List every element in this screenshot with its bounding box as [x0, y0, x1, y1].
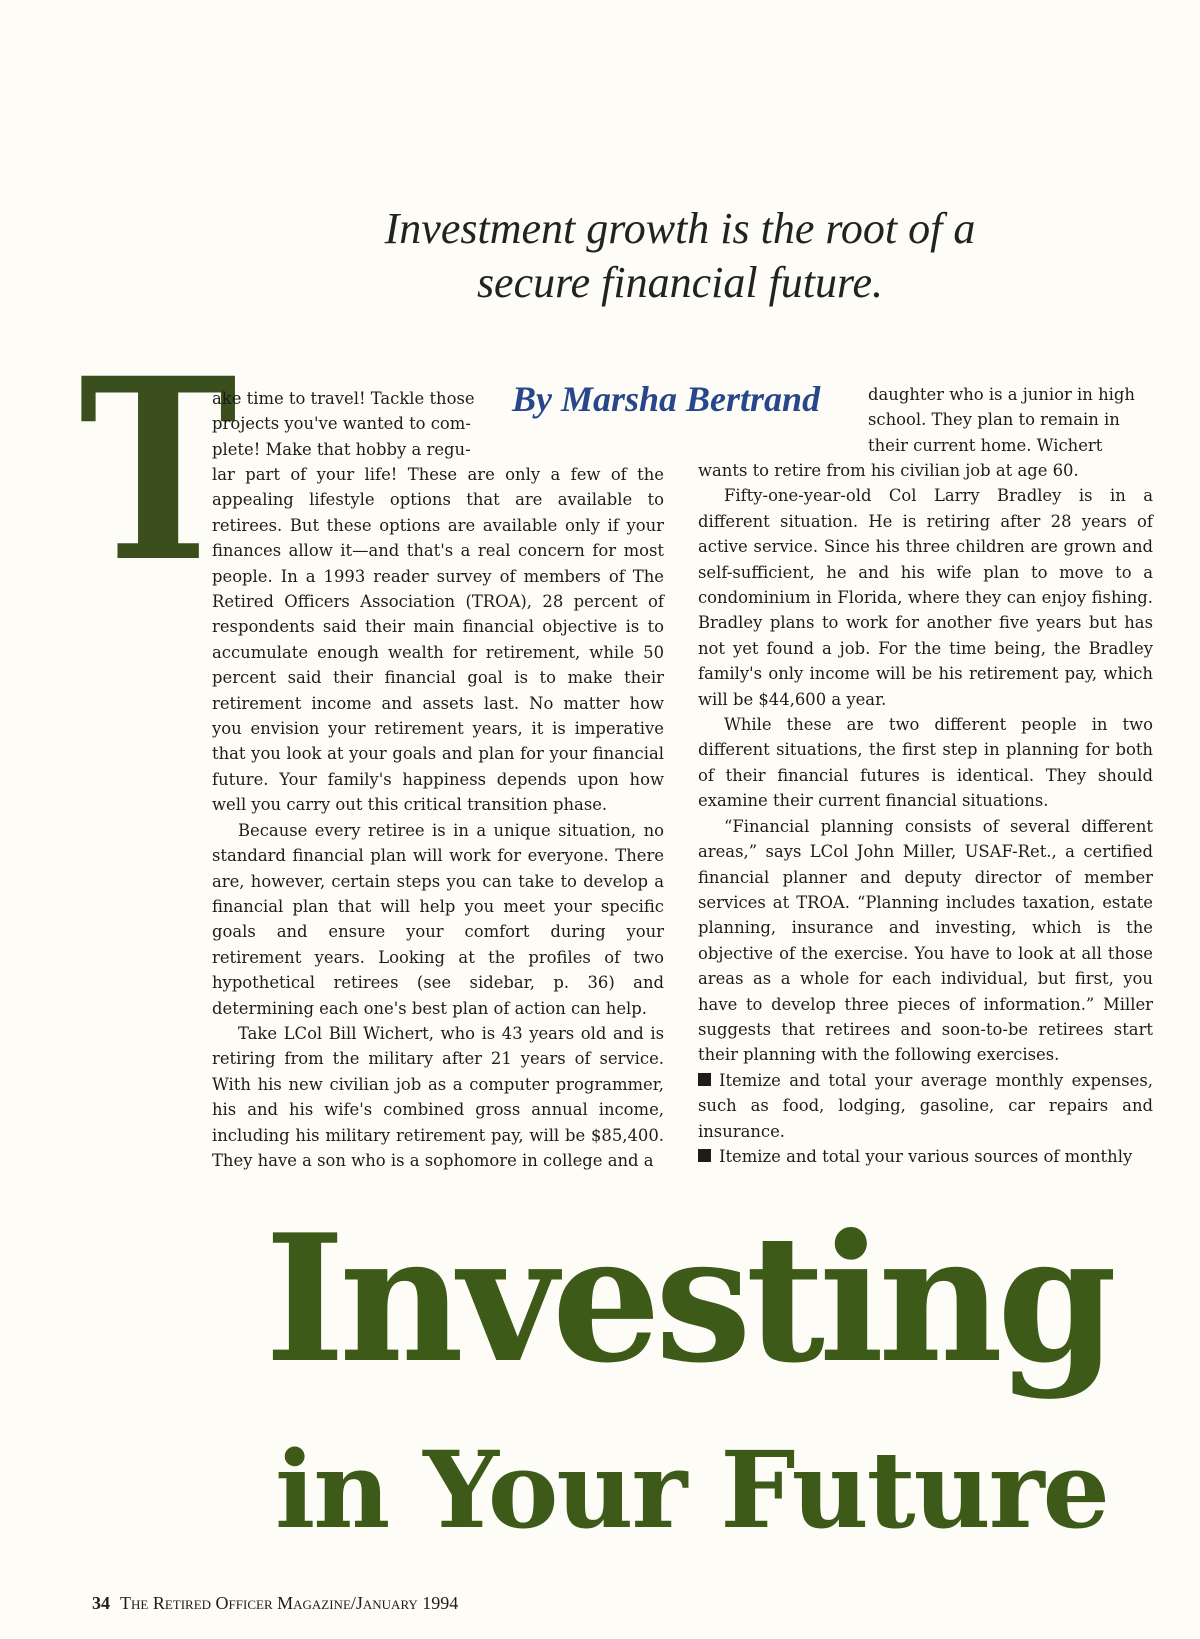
bullet-text-2: Itemize and total your various sources of monthly: [719, 1146, 1133, 1166]
intro-line-1: ake time to travel! Tackle those: [212, 389, 475, 408]
square-bullet-icon: [698, 1149, 711, 1162]
byline: By Marsha Bertrand: [512, 379, 821, 419]
right-top-line-2: school. They plan to remain in: [868, 410, 1120, 430]
left-column-intro: [212, 386, 492, 462]
page-number: 34: [92, 1593, 110, 1613]
right-paragraph-3: While these are two different people in two different situations, the first step in planning for both of their financial futures is identical. They should examine their current financial situations.: [698, 715, 1153, 811]
deck-subtitle: [300, 202, 1060, 310]
right-paragraph-1: wants to retire from his civilian job at age 60.: [698, 461, 1079, 480]
left-paragraph-1: lar part of your life! These are only a few of the appealing lifestyle options that are available to retirees. But these options are available only if your finances allow it—and that's a real concern for most people. In a 1993 reader survey of members of The Retired Officers Association (TROA), 28 percent of respondents said their main financial objective is to accumulate enough wealth for retirement, while 50 percent said their financial goal is to make their retirement income and assets last. No matter how you envision your retirement years, it is imperative that you look at your goals and plan for your financial future. Your family's happiness depends upon how well you carry out this critical transition phase.: [212, 465, 664, 815]
drop-cap: T: [79, 323, 238, 617]
deck-line-2: secure financial future.: [476, 258, 884, 307]
bullet-text-1: Itemize and total your average monthly expenses, such as food, lodging, gasoline, car repairs and insurance.: [698, 1070, 1153, 1141]
square-bullet-icon: [698, 1073, 711, 1086]
left-paragraph-3: Take LCol Bill Wichert, who is 43 years old and is retiring from the military after 21 years of service. With his new civilian job as a computer programmer, his and his wife's combined gross annual income, including his military retirement pay, will be $85,400. They have a son who is a sophomore in college and a: [212, 1023, 664, 1170]
right-paragraph-4: “Financial planning consists of several different areas,” says LCol John Miller, USAF-Ret., a certified financial planner and deputy director of member services at TROA. “Planning includes taxation, estate planning, insurance and investing, which is the objective of the exercise. You have to look at all those areas as a whole for each individual, but first, you have to develop three pieces of information.” Miller suggests that retirees and soon-to-be retirees start their planning with the following exercises.: [698, 816, 1153, 1065]
deck-line-1: Investment growth is the root of a: [384, 204, 976, 253]
bullet-item-2: [698, 1144, 1153, 1169]
right-top-line-3: their current home. Wichert: [868, 435, 1103, 455]
right-column-intro: [868, 382, 1150, 458]
right-paragraph-2: Fifty-one-year-old Col Larry Bradley is in a different situation. He is retiring after 28 years of active service. Since his three children are grown and self-sufficient, he and his wife plan to move to a condominium in Florida, where they can enjoy fishing. Bradley plans to work for another five years but has not yet found a job. For the time being, the Bradley family's only income will be his retirement pay, which will be $44,600 a year.: [698, 486, 1153, 709]
right-top-line-1: daughter who is a junior in high: [868, 385, 1135, 404]
intro-line-3: plete! Make that hobby a regu-: [212, 439, 471, 459]
bullet-item-1: [698, 1068, 1153, 1144]
left-column: [212, 462, 664, 1173]
right-column: [698, 458, 1153, 1169]
headline-in-your-future: in Your Future: [275, 1427, 1108, 1552]
left-paragraph-2: Because every retiree is in a unique situation, no standard financial plan will work for everyone. There are, however, certain steps you can take to develop a financial plan that will help you meet your specific goals and ensure your comfort during your retirement years. Looking at the profiles of two hypothetical retirees (see sidebar, p. 36) and determining each one's best plan of action can help.: [212, 820, 664, 1018]
intro-line-2: projects you've wanted to com-: [212, 414, 471, 434]
page-footer: [92, 1593, 458, 1614]
headline-investing: Investing: [264, 1197, 1112, 1402]
magazine-issue: The Retired Officer Magazine/January 1994: [120, 1593, 459, 1613]
